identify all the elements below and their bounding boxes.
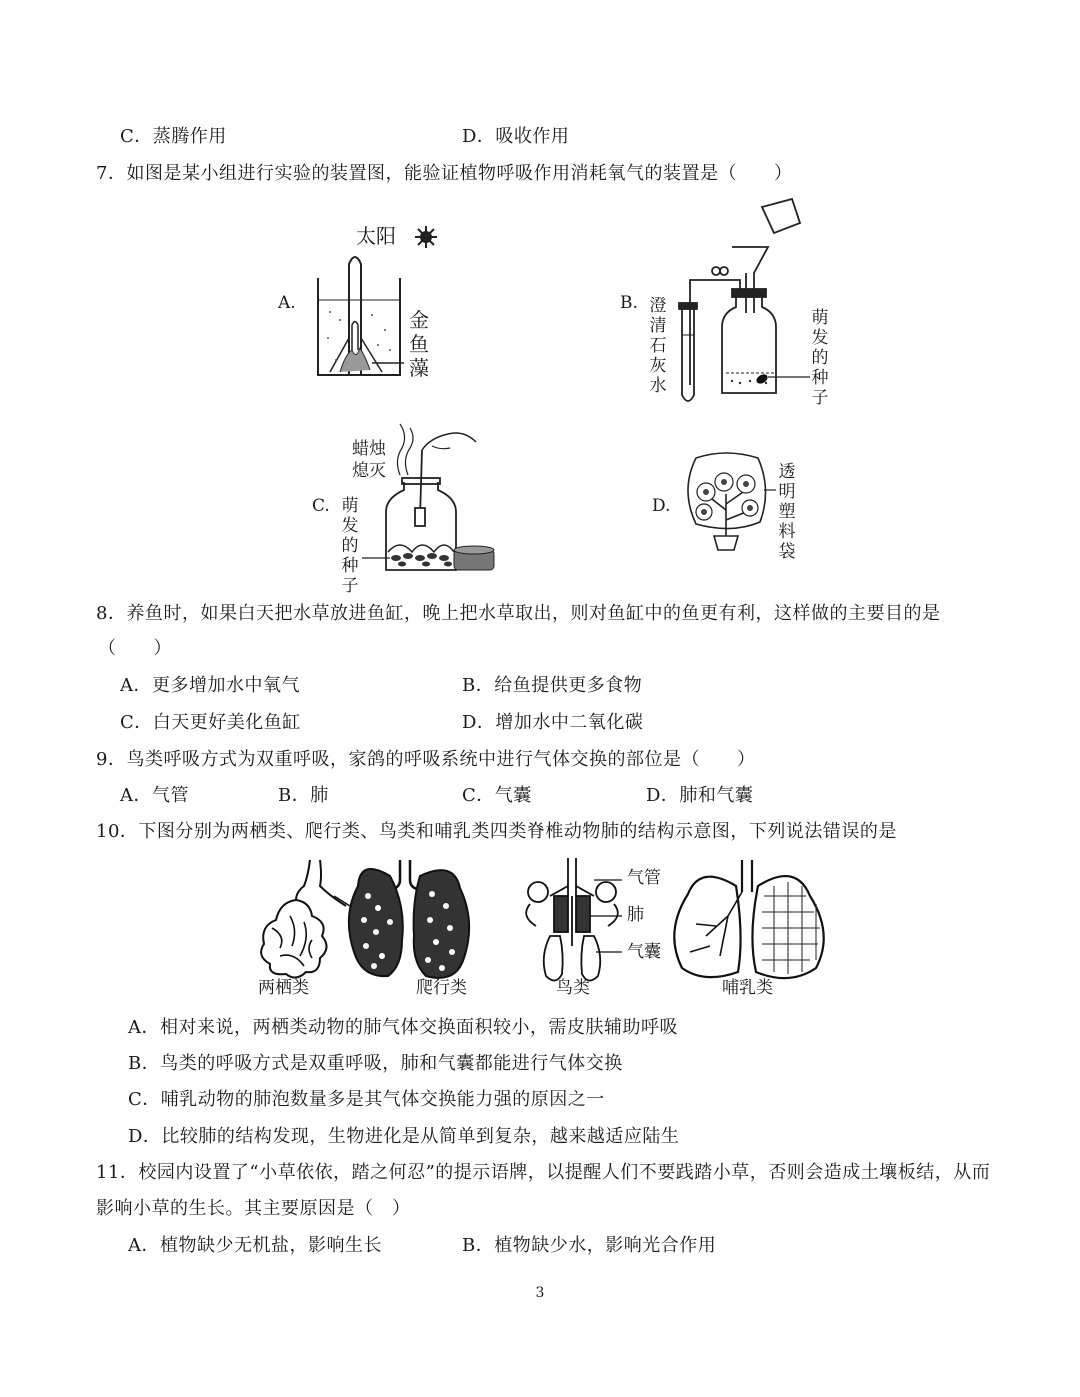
bird-lung-label: 肺	[627, 905, 644, 925]
q6-option-c: C．蒸腾作用	[120, 126, 227, 147]
mammal-lung	[674, 860, 823, 978]
q7-fig-b-limewater-label: 澄清石灰水	[649, 296, 667, 396]
q8-option-c: C．白天更好美化鱼缸	[120, 712, 301, 733]
q7-fig-c-apparatus	[360, 420, 510, 580]
q7-fig-c-seeds-label: 萌发的种子	[341, 496, 359, 596]
bird-trachea-label: 气管	[627, 868, 661, 888]
q8-option-b: B．给鱼提供更多食物	[462, 675, 643, 696]
q7-fig-b-apparatus	[670, 195, 820, 410]
q8-option-a: A．更多增加水中氧气	[120, 675, 300, 696]
q9-option-a: A．气管	[120, 785, 189, 806]
q8-option-d: D．增加水中二氧化碳	[462, 712, 644, 733]
q7-fig-a-letter: A.	[278, 293, 296, 313]
reptile-lung	[349, 860, 469, 978]
q11-option-a: A．植物缺少无机盐，影响生长	[128, 1235, 382, 1256]
q7-fig-d-apparatus	[676, 450, 776, 555]
sun-icon	[415, 226, 437, 248]
caption-amphibian: 两栖类	[258, 978, 309, 998]
q7-fig-d-bag-label: 透明塑料袋	[778, 462, 796, 562]
q11-option-b: B．植物缺少水，影响光合作用	[462, 1235, 717, 1256]
bird-air-sac-label: 气囊	[627, 942, 661, 962]
q9-option-d: D．肺和气囊	[646, 785, 754, 806]
q7-fig-a-plant-label: 金鱼藻	[409, 308, 429, 380]
q9-option-c: C．气囊	[462, 785, 532, 806]
q8-stem: 8．养鱼时，如果白天把水草放进鱼缸，晚上把水草取出，则对鱼缸中的鱼更有利，这样做的主要目的是	[96, 603, 941, 624]
q7-fig-d-letter: D.	[652, 496, 671, 516]
q8-answer-paren: （ ）	[98, 638, 172, 659]
page-number: 3	[535, 1285, 545, 1301]
q11-stem-line2: 影响小草的生长。其主要原因是（ ）	[96, 1198, 411, 1219]
q7-stem: 7．如图是某小组进行实验的装置图，能验证植物呼吸作用消耗氧气的装置是（ ）	[96, 163, 793, 184]
caption-mammal: 哺乳类	[722, 978, 773, 998]
amphibian-lung	[261, 860, 350, 978]
bird-respiratory-system	[526, 858, 622, 981]
q10-option-b: B．鸟类的呼吸方式是双重呼吸，肺和气囊都能进行气体交换	[128, 1053, 623, 1074]
caption-bird: 鸟类	[556, 978, 590, 998]
q7-fig-c-candle-label: 蜡烛熄灭	[352, 439, 386, 481]
q10-option-a: A．相对来说，两栖类动物的肺气体交换面积较小，需皮肤辅助呼吸	[128, 1017, 678, 1038]
q10-option-d: D．比较肺的结构发现，生物进化是从简单到复杂，越来越适应陆生	[128, 1126, 680, 1147]
q7-fig-b-seeds-label: 萌发的种子	[811, 308, 829, 408]
q9-option-b: B．肺	[278, 785, 329, 806]
q7-fig-b-letter: B.	[620, 293, 638, 313]
q10-stem: 10．下图分别为两栖类、爬行类、鸟类和哺乳类四类脊椎动物肺的结构示意图，下列说法错误的是	[96, 821, 897, 842]
caption-reptile: 爬行类	[416, 978, 467, 998]
q7-fig-c-letter: C.	[312, 496, 330, 516]
q11-stem-line1: 11．校园内设置了“小草依依，踏之何忍”的提示语牌，以提醒人们不要践踏小草，否则会造成土壤板结，从而	[96, 1162, 991, 1183]
q10-option-c: C．哺乳动物的肺泡数量多是其气体交换能力强的原因之一	[128, 1089, 605, 1110]
q9-stem: 9．鸟类呼吸方式为双重呼吸，家鸽的呼吸系统中进行气体交换的部位是（ ）	[96, 749, 756, 770]
q6-option-d: D．吸收作用	[462, 126, 570, 147]
q7-fig-a-sun-label: 太阳	[356, 224, 396, 248]
